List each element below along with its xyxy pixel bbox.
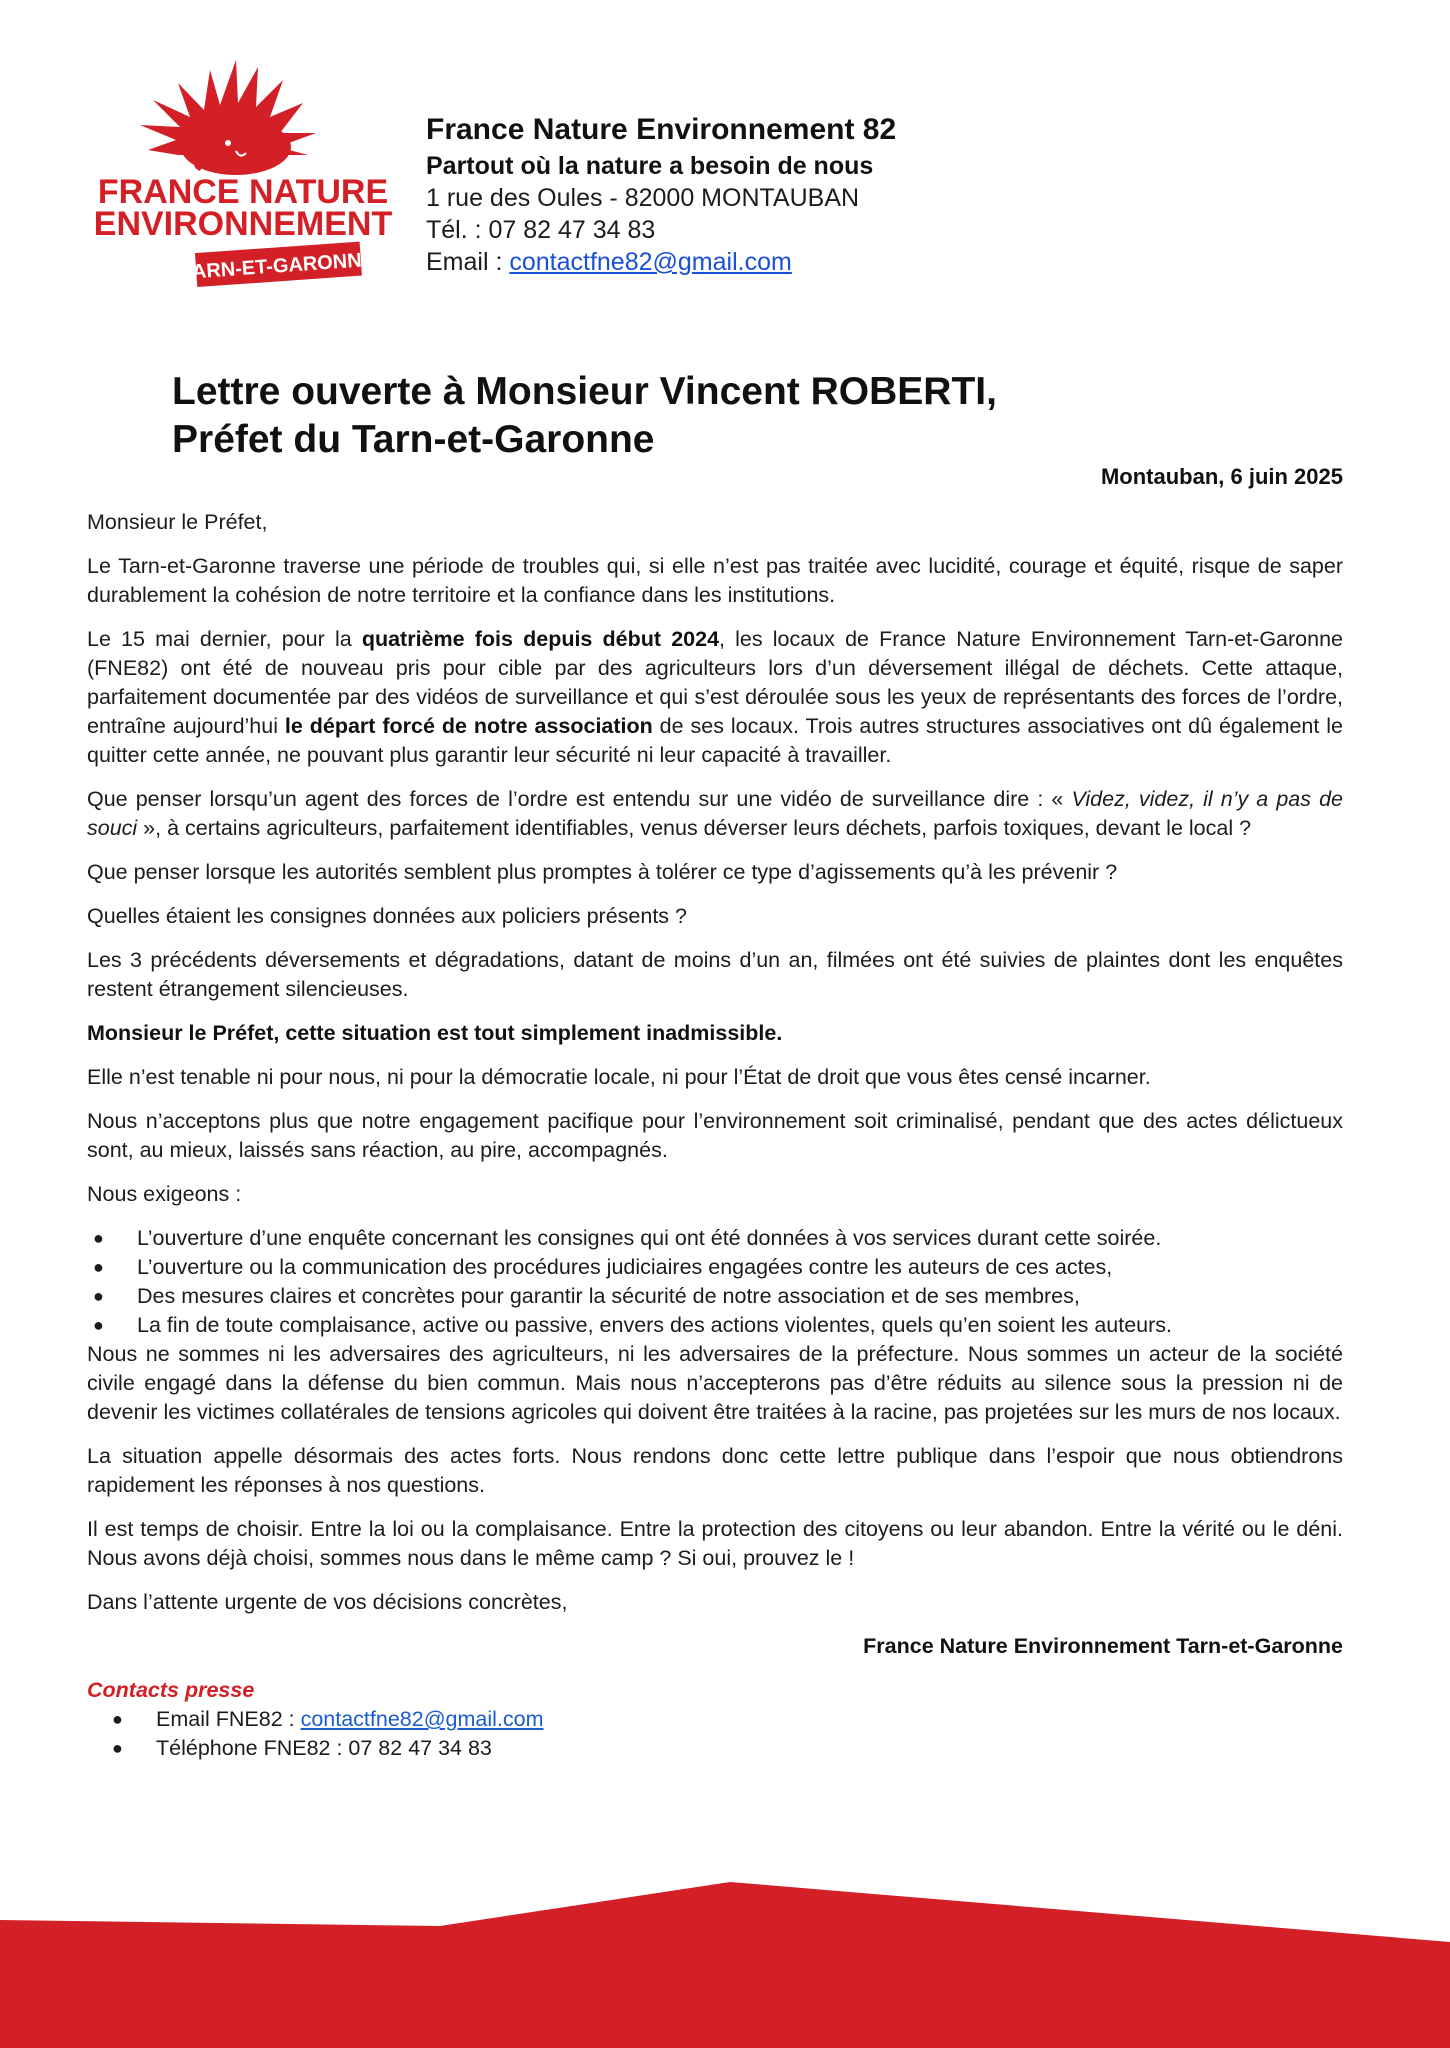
list-item [87, 1705, 1343, 1734]
org-name: France Nature Environnement 82 [426, 113, 897, 146]
org-email-link[interactable]: contactfne82@gmail.com [509, 248, 792, 276]
press-email-label: Email FNE82 : [156, 1707, 301, 1731]
paragraph-7-bold: Monsieur le Préfet, cette situation est tout simplement inadmissible. [87, 1021, 783, 1045]
fne-logo [93, 55, 393, 290]
paragraph-7 [87, 1019, 1343, 1048]
list-item: ● Téléphone FNE82 : 07 82 47 34 83 [87, 1734, 1343, 1763]
paragraph-2-part-e: de ses locaux. Trois autres structures associatives ont dû également le quitter cette année, ne pouvant plus garantir leur sécurité ni leur capacité à travailler. [87, 714, 1344, 767]
letter-title [172, 368, 997, 464]
paragraph-6: Les 3 précédents déversements et dégradations, datant de moins d’un an, filmées ont été suivies de plaintes dont les enquêtes restent étrangement silencieuses. [87, 948, 1343, 1001]
org-email-label: Email : [426, 248, 510, 276]
paragraph-2-part-a: Le 15 mai dernier, pour la [87, 627, 362, 651]
letter-title-line2: Préfet du Tarn-et-Garonne [172, 418, 655, 461]
list-item: ● L’ouverture ou la communication des procédures judiciaires engagées contre les auteurs de ces actes, [87, 1253, 1343, 1282]
paragraph-3-part-c: », à certains agriculteurs, parfaitement identifiables, venus déverser leurs déchets, parfois toxiques, devant le local ? [137, 816, 1252, 840]
letter-date: Montauban, 6 juin 2025 [1100, 464, 1343, 489]
closing: Dans l’attente urgente de vos décisions concrètes, [87, 1590, 568, 1614]
press-contacts-list [87, 1705, 1343, 1763]
paragraph-12: La situation appelle désormais des actes forts. Nous rendons donc cette lettre publique dans l’espoir que nous obtiendrons rapidement les réponses à nos questions. [87, 1444, 1343, 1497]
paragraph-3 [87, 785, 1343, 843]
list-item: ● La fin de toute complaisance, active ou passive, envers des actions violentes, quels qu’en soient les auteurs. [87, 1311, 1343, 1340]
logo-text-line2: ENVIRONNEMENT [93, 205, 393, 243]
paragraph-5: Quelles étaient les consignes données aux policiers présents ? [87, 904, 687, 928]
press-contacts-title: Contacts presse [87, 1678, 255, 1702]
org-phone: Tél. : 07 82 47 34 83 [426, 216, 656, 244]
demands-list [87, 1224, 1343, 1340]
footer-band [0, 1870, 1450, 2048]
paragraph-11: Nous ne sommes ni les adversaires des agriculteurs, ni les adversaires de la préfecture. Nous sommes un acteur de la société civile engagé dans la défense du bien commun. Mais nous n’accepterons pas d’être réduits au silence sous la pression ni de devenir les victimes collatérales de tensions agricoles qui doivent être traitées à la racine, pas projetées sur les murs de nos locaux. [87, 1342, 1343, 1424]
paragraph-4: Que penser lorsque les autorités semblent plus promptes à tolérer ce type d’agissements qu’à les prévenir ? [87, 860, 1118, 884]
signature: France Nature Environnement Tarn-et-Garonne [863, 1634, 1343, 1658]
paragraph-3-quote: Videz, videz, il n’y a pas de souci [87, 787, 1343, 840]
org-header [426, 110, 896, 278]
paragraph-10: Nous exigeons : [87, 1182, 242, 1206]
paragraph-2-emphasis-1: quatrième fois depuis début 2024 [361, 627, 720, 651]
paragraph-2-part-c: , les locaux de France Nature Environnement Tarn-et-Garonne (FNE82) ont été de nouveau pris pour cible par des agriculteurs lors d’un déversement illégal de déchets. Cette attaque, parfaitement documentée par des vidéos de surveillance et qui s’est déroulée sous les yeux de représentants des forces de l’ordre, entraîne aujourd’hui [87, 627, 1343, 738]
press-email-link[interactable]: contactfne82@gmail.com [300, 1707, 544, 1731]
list-item: ● Des mesures claires et concrètes pour garantir la sécurité de notre association et de ses membres, [87, 1282, 1343, 1311]
paragraph-2 [87, 625, 1343, 770]
org-tagline: Partout où la nature a besoin de nous [426, 152, 874, 180]
logo-badge: TARN-ET-GARONNE [180, 248, 376, 285]
salutation: Monsieur le Préfet, [87, 510, 268, 534]
paragraph-9: Nous n’acceptons plus que notre engagement pacifique pour l’environnement soit criminalisé, pendant que des actes délictueux sont, au mieux, laissés sans réaction, au pire, accompagnés. [87, 1109, 1343, 1162]
list-item: ● L’ouverture d’une enquête concernant les consignes qui ont été données à vos services durant cette soirée. [87, 1224, 1343, 1253]
paragraph-1: Le Tarn-et-Garonne traverse une période de troubles qui, si elle n’est pas traitée avec lucidité, courage et équité, risque de saper durablement la cohésion de notre territoire et la confiance dans les institutions. [87, 554, 1343, 607]
paragraph-2-emphasis-2: le départ forcé de notre association [284, 714, 653, 738]
letter-body [87, 508, 1343, 1763]
paragraph-3-part-a: Que penser lorsqu’un agent des forces de l’ordre est entendu sur une vidéo de surveillance dire : « [87, 787, 1072, 811]
paragraph-13: Il est temps de choisir. Entre la loi ou la complaisance. Entre la protection des citoyens ou leur abandon. Entre la vérité ou le déni. Nous avons déjà choisi, sommes nous dans le même camp ? Si oui, prouvez le ! [87, 1517, 1343, 1570]
logo-text-line1: FRANCE NATURE [97, 173, 389, 211]
hedgehog-icon [140, 60, 316, 175]
org-email-line [426, 246, 896, 278]
letter-title-line1: Lettre ouverte à Monsieur Vincent ROBERTI, [172, 370, 997, 413]
paragraph-8: Elle n’est tenable ni pour nous, ni pour la démocratie locale, ni pour l’État de droit que vous êtes censé incarner. [87, 1065, 1151, 1089]
org-address: 1 rue des Oules - 82000 MONTAUBAN [426, 184, 860, 212]
